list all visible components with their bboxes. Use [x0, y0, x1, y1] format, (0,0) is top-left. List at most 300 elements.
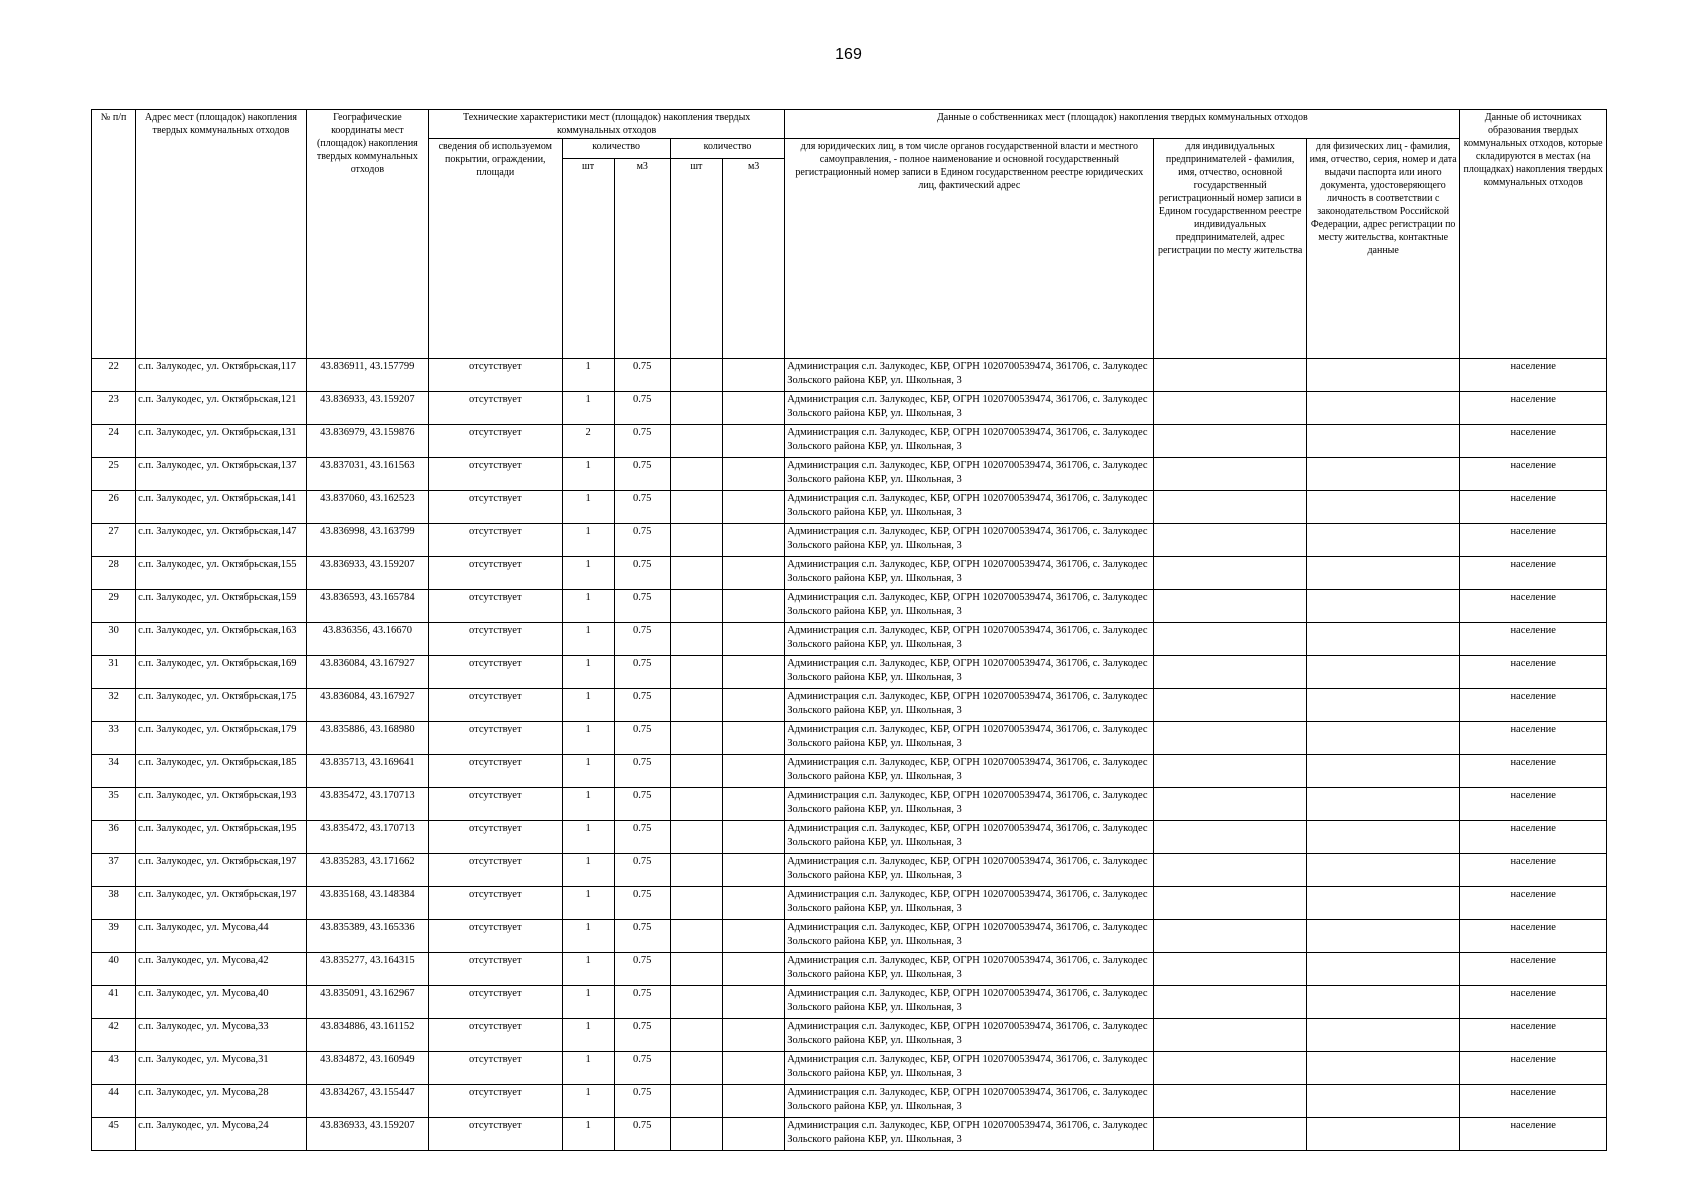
- row-qty-m3: 0.75: [614, 590, 670, 623]
- row-surface: отсутствует: [429, 689, 562, 722]
- row-qty-sht-2: [670, 887, 722, 920]
- row-owner-phys: [1306, 491, 1460, 524]
- row-coords: 43.835168, 43.148384: [306, 887, 428, 920]
- row-coords: 43.836593, 43.165784: [306, 590, 428, 623]
- row-owner-ip: [1154, 920, 1306, 953]
- row-owner-phys: [1306, 557, 1460, 590]
- row-qty-sht: 1: [562, 722, 614, 755]
- row-owner-legal: Администрация с.п. Залукодес, КБР, ОГРН 1020700539474, 361706, с. Залукодес Зольского района КБР, ул. Школьная, 3: [785, 623, 1154, 656]
- row-owner-legal: Администрация с.п. Залукодес, КБР, ОГРН 1020700539474, 361706, с. Залукодес Зольского района КБР, ул. Школьная, 3: [785, 425, 1154, 458]
- header-m3-1: м3: [614, 159, 670, 359]
- row-owner-phys: [1306, 953, 1460, 986]
- row-source: население: [1460, 1052, 1607, 1085]
- row-surface: отсутствует: [429, 920, 562, 953]
- table-row: [92, 953, 1607, 986]
- row-coords: 43.836933, 43.159207: [306, 557, 428, 590]
- row-address: с.п. Залукодес, ул. Октябрьская,141: [136, 491, 307, 524]
- row-qty-m3: 0.75: [614, 359, 670, 392]
- row-coords: 43.835277, 43.164315: [306, 953, 428, 986]
- row-address: с.п. Залукодес, ул. Октябрьская,147: [136, 524, 307, 557]
- row-owner-legal: Администрация с.п. Залукодес, КБР, ОГРН 1020700539474, 361706, с. Залукодес Зольского района КБР, ул. Школьная, 3: [785, 590, 1154, 623]
- row-qty-m3-2: [722, 1019, 784, 1052]
- header-sht-2: шт: [670, 159, 722, 359]
- row-qty-m3: 0.75: [614, 755, 670, 788]
- row-qty-m3-2: [722, 689, 784, 722]
- table-row: [92, 590, 1607, 623]
- row-number: 44: [92, 1085, 136, 1118]
- row-qty-m3: 0.75: [614, 524, 670, 557]
- row-owner-ip: [1154, 557, 1306, 590]
- row-source: население: [1460, 986, 1607, 1019]
- row-coords: 43.835283, 43.171662: [306, 854, 428, 887]
- row-source: население: [1460, 689, 1607, 722]
- row-address: с.п. Залукодес, ул. Мусова,42: [136, 953, 307, 986]
- row-number: 38: [92, 887, 136, 920]
- row-coords: 43.836911, 43.157799: [306, 359, 428, 392]
- row-owner-legal: Администрация с.п. Залукодес, КБР, ОГРН 1020700539474, 361706, с. Залукодес Зольского района КБР, ул. Школьная, 3: [785, 1118, 1154, 1151]
- row-coords: 43.834872, 43.160949: [306, 1052, 428, 1085]
- row-surface: отсутствует: [429, 557, 562, 590]
- row-surface: отсутствует: [429, 392, 562, 425]
- row-qty-m3: 0.75: [614, 986, 670, 1019]
- row-owner-ip: [1154, 590, 1306, 623]
- header-ip: для индивидуальных предпринимателей - фамилия, имя, отчество, основной государственный регистрационный номер записи в Едином государственном реестре индивидуальных предпринимателей, адрес регистрации по месту жительства: [1154, 139, 1306, 359]
- row-source: население: [1460, 953, 1607, 986]
- row-qty-m3: 0.75: [614, 623, 670, 656]
- row-owner-legal: Администрация с.п. Залукодес, КБР, ОГРН 1020700539474, 361706, с. Залукодес Зольского района КБР, ул. Школьная, 3: [785, 392, 1154, 425]
- row-surface: отсутствует: [429, 656, 562, 689]
- row-qty-sht-2: [670, 557, 722, 590]
- row-qty-m3-2: [722, 458, 784, 491]
- row-number: 45: [92, 1118, 136, 1151]
- row-number: 37: [92, 854, 136, 887]
- row-owner-legal: Администрация с.п. Залукодес, КБР, ОГРН 1020700539474, 361706, с. Залукодес Зольского района КБР, ул. Школьная, 3: [785, 359, 1154, 392]
- row-owner-legal: Администрация с.п. Залукодес, КБР, ОГРН 1020700539474, 361706, с. Залукодес Зольского района КБР, ул. Школьная, 3: [785, 953, 1154, 986]
- row-qty-m3-2: [722, 722, 784, 755]
- row-surface: отсутствует: [429, 1085, 562, 1118]
- header-coords: Географические координаты мест (площадок) накопления твердых коммунальных отходов: [306, 110, 428, 359]
- row-qty-sht: 2: [562, 425, 614, 458]
- row-qty-sht-2: [670, 1085, 722, 1118]
- row-qty-m3: 0.75: [614, 689, 670, 722]
- row-source: население: [1460, 557, 1607, 590]
- row-owner-phys: [1306, 656, 1460, 689]
- row-coords: 43.836998, 43.163799: [306, 524, 428, 557]
- row-qty-m3-2: [722, 392, 784, 425]
- row-owner-legal: Администрация с.п. Залукодес, КБР, ОГРН 1020700539474, 361706, с. Залукодес Зольского района КБР, ул. Школьная, 3: [785, 557, 1154, 590]
- row-qty-m3-2: [722, 986, 784, 1019]
- row-qty-sht: 1: [562, 821, 614, 854]
- row-qty-m3: 0.75: [614, 1118, 670, 1151]
- row-number: 40: [92, 953, 136, 986]
- table-row: [92, 788, 1607, 821]
- row-qty-sht-2: [670, 656, 722, 689]
- table-row: [92, 656, 1607, 689]
- row-number: 27: [92, 524, 136, 557]
- row-source: население: [1460, 1118, 1607, 1151]
- row-coords: 43.835091, 43.162967: [306, 986, 428, 1019]
- table-row: [92, 392, 1607, 425]
- row-qty-m3: 0.75: [614, 392, 670, 425]
- row-surface: отсутствует: [429, 524, 562, 557]
- row-qty-m3-2: [722, 953, 784, 986]
- row-owner-phys: [1306, 854, 1460, 887]
- table-row: [92, 557, 1607, 590]
- row-owner-legal: Администрация с.п. Залукодес, КБР, ОГРН 1020700539474, 361706, с. Залукодес Зольского района КБР, ул. Школьная, 3: [785, 821, 1154, 854]
- row-qty-sht-2: [670, 854, 722, 887]
- row-address: с.п. Залукодес, ул. Октябрьская,159: [136, 590, 307, 623]
- row-surface: отсутствует: [429, 722, 562, 755]
- table-row: [92, 425, 1607, 458]
- row-coords: 43.836084, 43.167927: [306, 689, 428, 722]
- row-number: 33: [92, 722, 136, 755]
- row-source: население: [1460, 788, 1607, 821]
- table-row: [92, 1019, 1607, 1052]
- row-coords: 43.837031, 43.161563: [306, 458, 428, 491]
- table-row: [92, 722, 1607, 755]
- table-row: [92, 1118, 1607, 1151]
- registry-table: [91, 109, 1607, 1151]
- row-qty-sht-2: [670, 722, 722, 755]
- row-address: с.п. Залукодес, ул. Мусова,40: [136, 986, 307, 1019]
- row-qty-sht: 1: [562, 854, 614, 887]
- row-qty-sht: 1: [562, 656, 614, 689]
- header-surface: сведения об используемом покрытии, ограждении, площади: [429, 139, 562, 359]
- row-qty-m3-2: [722, 887, 784, 920]
- row-qty-m3-2: [722, 1085, 784, 1118]
- row-source: население: [1460, 755, 1607, 788]
- row-number: 43: [92, 1052, 136, 1085]
- row-number: 24: [92, 425, 136, 458]
- row-owner-legal: Администрация с.п. Залукодес, КБР, ОГРН 1020700539474, 361706, с. Залукодес Зольского района КБР, ул. Школьная, 3: [785, 1052, 1154, 1085]
- row-qty-m3: 0.75: [614, 887, 670, 920]
- row-owner-ip: [1154, 689, 1306, 722]
- row-owner-ip: [1154, 1019, 1306, 1052]
- row-source: население: [1460, 821, 1607, 854]
- row-surface: отсутствует: [429, 623, 562, 656]
- row-owner-ip: [1154, 524, 1306, 557]
- row-qty-m3-2: [722, 656, 784, 689]
- row-qty-sht-2: [670, 1052, 722, 1085]
- row-number: 35: [92, 788, 136, 821]
- row-qty-sht-2: [670, 359, 722, 392]
- page-number: 169: [835, 46, 862, 63]
- row-qty-m3: 0.75: [614, 656, 670, 689]
- row-qty-m3-2: [722, 788, 784, 821]
- row-qty-sht: 1: [562, 359, 614, 392]
- row-number: 32: [92, 689, 136, 722]
- row-owner-phys: [1306, 1052, 1460, 1085]
- row-owner-phys: [1306, 425, 1460, 458]
- row-owner-legal: Администрация с.п. Залукодес, КБР, ОГРН 1020700539474, 361706, с. Залукодес Зольского района КБР, ул. Школьная, 3: [785, 458, 1154, 491]
- row-source: население: [1460, 920, 1607, 953]
- row-qty-m3: 0.75: [614, 953, 670, 986]
- row-coords: 43.835886, 43.168980: [306, 722, 428, 755]
- row-address: с.п. Залукодес, ул. Октябрьская,193: [136, 788, 307, 821]
- row-qty-sht: 1: [562, 788, 614, 821]
- row-qty-m3: 0.75: [614, 722, 670, 755]
- row-qty-sht: 1: [562, 590, 614, 623]
- row-coords: 43.836084, 43.167927: [306, 656, 428, 689]
- row-qty-sht: 1: [562, 623, 614, 656]
- row-owner-ip: [1154, 623, 1306, 656]
- header-phys: для физических лиц - фамилия, имя, отчество, серия, номер и дата выдачи паспорта или иного документа, удостоверяющего личность в соответствии с законодательством Российской Федерации, адрес регистрации по месту жительства, контактные данные: [1306, 139, 1460, 359]
- row-qty-sht-2: [670, 821, 722, 854]
- table-row: [92, 1052, 1607, 1085]
- row-owner-legal: Администрация с.п. Залукодес, КБР, ОГРН 1020700539474, 361706, с. Залукодес Зольского района КБР, ул. Школьная, 3: [785, 887, 1154, 920]
- table-header: [92, 110, 1607, 359]
- row-owner-phys: [1306, 821, 1460, 854]
- row-owner-legal: Администрация с.п. Залукодес, КБР, ОГРН 1020700539474, 361706, с. Залукодес Зольского района КБР, ул. Школьная, 3: [785, 920, 1154, 953]
- row-qty-m3-2: [722, 425, 784, 458]
- row-qty-m3: 0.75: [614, 458, 670, 491]
- row-owner-ip: [1154, 854, 1306, 887]
- table-row: [92, 920, 1607, 953]
- row-address: с.п. Залукодес, ул. Октябрьская,179: [136, 722, 307, 755]
- row-qty-m3: 0.75: [614, 920, 670, 953]
- row-owner-phys: [1306, 590, 1460, 623]
- row-surface: отсутствует: [429, 1052, 562, 1085]
- row-surface: отсутствует: [429, 854, 562, 887]
- row-coords: 43.836933, 43.159207: [306, 1118, 428, 1151]
- table-row: [92, 1085, 1607, 1118]
- row-number: 25: [92, 458, 136, 491]
- row-qty-m3-2: [722, 854, 784, 887]
- row-surface: отсутствует: [429, 1019, 562, 1052]
- row-surface: отсутствует: [429, 887, 562, 920]
- row-qty-sht: 1: [562, 1019, 614, 1052]
- row-coords: 43.834886, 43.161152: [306, 1019, 428, 1052]
- row-qty-sht-2: [670, 920, 722, 953]
- row-number: 34: [92, 755, 136, 788]
- row-number: 30: [92, 623, 136, 656]
- row-owner-phys: [1306, 458, 1460, 491]
- row-owner-phys: [1306, 1118, 1460, 1151]
- row-number: 26: [92, 491, 136, 524]
- table-row: [92, 887, 1607, 920]
- row-owner-phys: [1306, 689, 1460, 722]
- row-owner-phys: [1306, 392, 1460, 425]
- row-address: с.п. Залукодес, ул. Мусова,24: [136, 1118, 307, 1151]
- row-surface: отсутствует: [429, 590, 562, 623]
- row-qty-m3: 0.75: [614, 491, 670, 524]
- row-address: с.п. Залукодес, ул. Октябрьская,163: [136, 623, 307, 656]
- row-owner-phys: [1306, 755, 1460, 788]
- row-qty-m3-2: [722, 623, 784, 656]
- row-qty-m3: 0.75: [614, 854, 670, 887]
- row-owner-ip: [1154, 392, 1306, 425]
- header-qty-b: количество: [670, 139, 784, 159]
- row-source: население: [1460, 722, 1607, 755]
- row-coords: 43.835389, 43.165336: [306, 920, 428, 953]
- row-qty-m3-2: [722, 821, 784, 854]
- row-owner-ip: [1154, 788, 1306, 821]
- row-qty-sht: 1: [562, 1118, 614, 1151]
- row-owner-legal: Администрация с.п. Залукодес, КБР, ОГРН 1020700539474, 361706, с. Залукодес Зольского района КБР, ул. Школьная, 3: [785, 1085, 1154, 1118]
- row-owner-legal: Администрация с.п. Залукодес, КБР, ОГРН 1020700539474, 361706, с. Залукодес Зольского района КБР, ул. Школьная, 3: [785, 656, 1154, 689]
- row-owner-ip: [1154, 1118, 1306, 1151]
- row-coords: 43.836933, 43.159207: [306, 392, 428, 425]
- header-sources: Данные об источниках образования твердых коммунальных отходов, которые складируются в местах (на площадках) накопления твердых коммунальных отходов: [1460, 110, 1607, 359]
- row-qty-m3-2: [722, 557, 784, 590]
- row-owner-ip: [1154, 425, 1306, 458]
- row-owner-legal: Администрация с.п. Залукодес, КБР, ОГРН 1020700539474, 361706, с. Залукодес Зольского района КБР, ул. Школьная, 3: [785, 1019, 1154, 1052]
- row-coords: 43.836979, 43.159876: [306, 425, 428, 458]
- row-source: население: [1460, 491, 1607, 524]
- row-number: 23: [92, 392, 136, 425]
- row-qty-m3: 0.75: [614, 1052, 670, 1085]
- row-qty-m3-2: [722, 491, 784, 524]
- row-qty-sht: 1: [562, 557, 614, 590]
- table-row: [92, 821, 1607, 854]
- row-surface: отсутствует: [429, 491, 562, 524]
- row-qty-m3-2: [722, 1118, 784, 1151]
- row-owner-phys: [1306, 722, 1460, 755]
- row-source: население: [1460, 359, 1607, 392]
- row-qty-sht-2: [670, 590, 722, 623]
- row-owner-phys: [1306, 623, 1460, 656]
- row-owner-phys: [1306, 887, 1460, 920]
- row-surface: отсутствует: [429, 953, 562, 986]
- row-surface: отсутствует: [429, 788, 562, 821]
- row-qty-sht: 1: [562, 755, 614, 788]
- row-owner-legal: Администрация с.п. Залукодес, КБР, ОГРН 1020700539474, 361706, с. Залукодес Зольского района КБР, ул. Школьная, 3: [785, 689, 1154, 722]
- row-surface: отсутствует: [429, 1118, 562, 1151]
- row-number: 22: [92, 359, 136, 392]
- row-owner-ip: [1154, 722, 1306, 755]
- row-address: с.п. Залукодес, ул. Октябрьская,137: [136, 458, 307, 491]
- row-owner-ip: [1154, 887, 1306, 920]
- header-qty-a: количество: [562, 139, 670, 159]
- row-qty-sht-2: [670, 755, 722, 788]
- table-row: [92, 689, 1607, 722]
- row-coords: 43.835472, 43.170713: [306, 821, 428, 854]
- table-body: [92, 359, 1607, 1151]
- row-qty-m3-2: [722, 359, 784, 392]
- row-qty-sht-2: [670, 392, 722, 425]
- row-surface: отсутствует: [429, 458, 562, 491]
- row-owner-phys: [1306, 359, 1460, 392]
- row-owner-phys: [1306, 920, 1460, 953]
- row-qty-sht: 1: [562, 953, 614, 986]
- row-source: население: [1460, 458, 1607, 491]
- row-qty-sht: 1: [562, 458, 614, 491]
- row-qty-sht: 1: [562, 524, 614, 557]
- row-address: с.п. Залукодес, ул. Октябрьская,175: [136, 689, 307, 722]
- table-row: [92, 491, 1607, 524]
- row-number: 41: [92, 986, 136, 1019]
- row-owner-ip: [1154, 359, 1306, 392]
- row-coords: 43.835713, 43.169641: [306, 755, 428, 788]
- header-address: Адрес мест (площадок) накопления твердых коммунальных отходов: [136, 110, 307, 359]
- row-qty-sht: 1: [562, 887, 614, 920]
- row-number: 28: [92, 557, 136, 590]
- row-qty-sht-2: [670, 623, 722, 656]
- row-owner-legal: Администрация с.п. Залукодес, КБР, ОГРН 1020700539474, 361706, с. Залукодес Зольского района КБР, ул. Школьная, 3: [785, 524, 1154, 557]
- table-row: [92, 986, 1607, 1019]
- row-qty-sht: 1: [562, 1052, 614, 1085]
- row-number: 31: [92, 656, 136, 689]
- row-owner-legal: Администрация с.п. Залукодес, КБР, ОГРН 1020700539474, 361706, с. Залукодес Зольского района КБР, ул. Школьная, 3: [785, 491, 1154, 524]
- row-qty-m3: 0.75: [614, 788, 670, 821]
- row-owner-legal: Администрация с.п. Залукодес, КБР, ОГРН 1020700539474, 361706, с. Залукодес Зольского района КБР, ул. Школьная, 3: [785, 722, 1154, 755]
- header-legal: для юридических лиц, в том числе органов государственной власти и местного самоуправления, - полное наименование и основной государственный регистрационный номер записи в Едином государственном реестре юридических лиц, фактический адрес: [785, 139, 1154, 359]
- row-owner-phys: [1306, 1085, 1460, 1118]
- row-source: население: [1460, 425, 1607, 458]
- row-owner-legal: Администрация с.п. Залукодес, КБР, ОГРН 1020700539474, 361706, с. Залукодес Зольского района КБР, ул. Школьная, 3: [785, 788, 1154, 821]
- row-source: население: [1460, 524, 1607, 557]
- table-row: [92, 854, 1607, 887]
- row-qty-sht-2: [670, 1019, 722, 1052]
- row-qty-sht: 1: [562, 1085, 614, 1118]
- row-qty-sht-2: [670, 1118, 722, 1151]
- table-row: [92, 359, 1607, 392]
- row-number: 36: [92, 821, 136, 854]
- row-owner-phys: [1306, 986, 1460, 1019]
- row-qty-sht-2: [670, 458, 722, 491]
- row-qty-sht: 1: [562, 920, 614, 953]
- row-qty-sht-2: [670, 491, 722, 524]
- row-source: население: [1460, 854, 1607, 887]
- row-qty-m3-2: [722, 920, 784, 953]
- row-qty-m3-2: [722, 524, 784, 557]
- header-num: № п/п: [92, 110, 136, 359]
- row-owner-phys: [1306, 788, 1460, 821]
- row-coords: 43.837060, 43.162523: [306, 491, 428, 524]
- row-address: с.п. Залукодес, ул. Октябрьская,131: [136, 425, 307, 458]
- row-qty-m3-2: [722, 590, 784, 623]
- row-qty-sht: 1: [562, 689, 614, 722]
- header-m3-2: м3: [722, 159, 784, 359]
- row-number: 39: [92, 920, 136, 953]
- row-surface: отсутствует: [429, 821, 562, 854]
- row-qty-sht-2: [670, 986, 722, 1019]
- header-tech: Технические характеристики мест (площадок) накопления твердых коммунальных отходов: [429, 110, 785, 139]
- row-qty-sht-2: [670, 788, 722, 821]
- row-source: население: [1460, 1085, 1607, 1118]
- row-qty-m3: 0.75: [614, 557, 670, 590]
- row-surface: отсутствует: [429, 425, 562, 458]
- row-address: с.п. Залукодес, ул. Октябрьская,121: [136, 392, 307, 425]
- row-coords: 43.835472, 43.170713: [306, 788, 428, 821]
- row-surface: отсутствует: [429, 359, 562, 392]
- row-address: с.п. Залукодес, ул. Октябрьская,197: [136, 887, 307, 920]
- row-owner-ip: [1154, 821, 1306, 854]
- row-address: с.п. Залукодес, ул. Октябрьская,195: [136, 821, 307, 854]
- row-address: с.п. Залукодес, ул. Мусова,28: [136, 1085, 307, 1118]
- row-qty-m3: 0.75: [614, 1019, 670, 1052]
- row-owner-ip: [1154, 1085, 1306, 1118]
- row-qty-m3: 0.75: [614, 1085, 670, 1118]
- row-address: с.п. Залукодес, ул. Октябрьская,169: [136, 656, 307, 689]
- row-number: 29: [92, 590, 136, 623]
- row-qty-sht-2: [670, 425, 722, 458]
- row-owner-phys: [1306, 524, 1460, 557]
- row-address: с.п. Залукодес, ул. Мусова,44: [136, 920, 307, 953]
- row-qty-sht: 1: [562, 986, 614, 1019]
- row-owner-ip: [1154, 1052, 1306, 1085]
- table-row: [92, 755, 1607, 788]
- row-owner-ip: [1154, 953, 1306, 986]
- row-owner-legal: Администрация с.п. Залукодес, КБР, ОГРН 1020700539474, 361706, с. Залукодес Зольского района КБР, ул. Школьная, 3: [785, 986, 1154, 1019]
- row-owner-legal: Администрация с.п. Залукодес, КБР, ОГРН 1020700539474, 361706, с. Залукодес Зольского района КБР, ул. Школьная, 3: [785, 854, 1154, 887]
- row-coords: 43.834267, 43.155447: [306, 1085, 428, 1118]
- row-source: население: [1460, 887, 1607, 920]
- table-row: [92, 623, 1607, 656]
- row-source: население: [1460, 392, 1607, 425]
- row-qty-m3-2: [722, 755, 784, 788]
- row-address: с.п. Залукодес, ул. Октябрьская,197: [136, 854, 307, 887]
